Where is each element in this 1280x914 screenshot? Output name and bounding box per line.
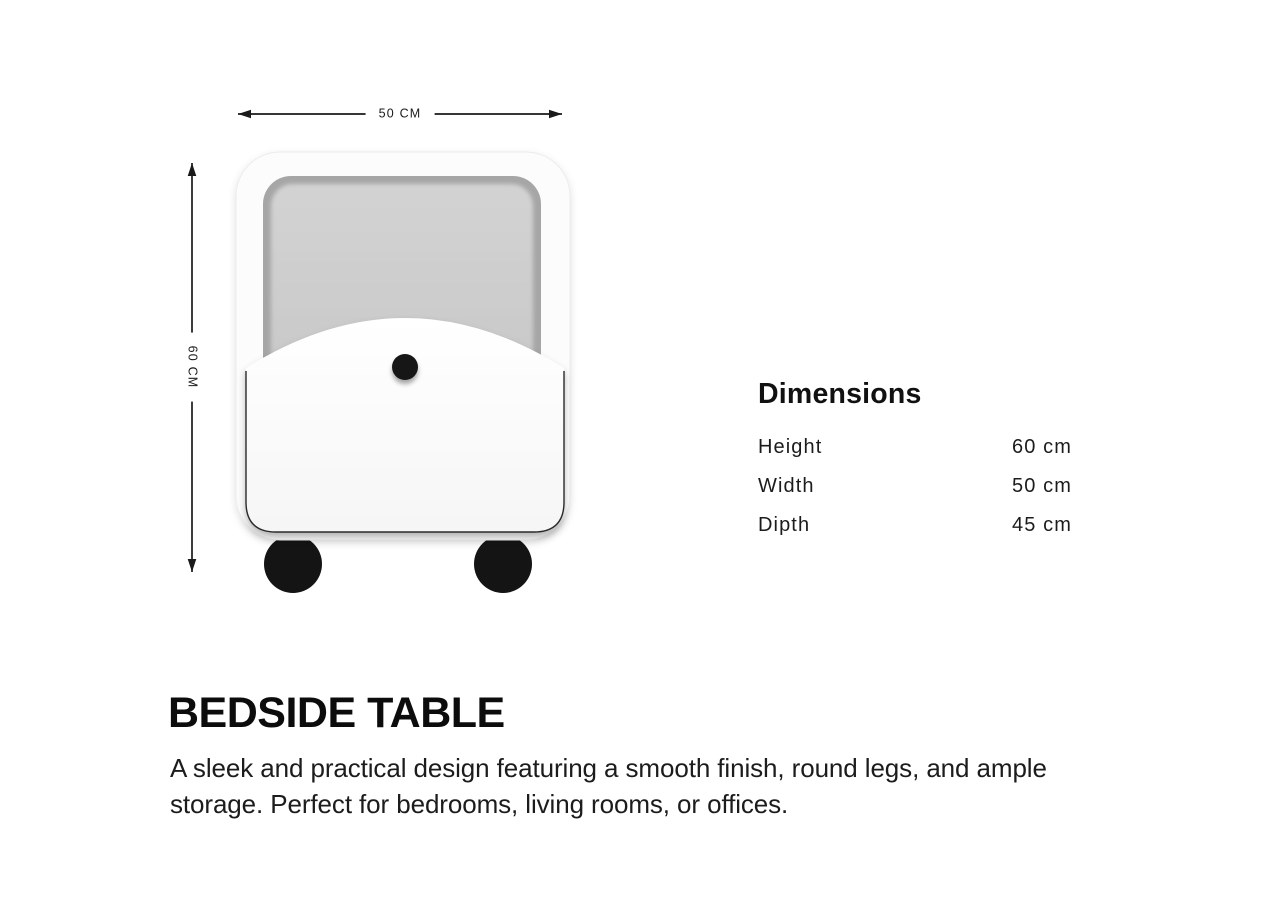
table-foot-left xyxy=(264,535,322,593)
dimension-value: 45 cm xyxy=(1012,514,1072,537)
dimension-row-width xyxy=(758,475,1098,498)
dimension-label: Width xyxy=(758,475,815,498)
table-foot-right xyxy=(474,535,532,593)
dimension-label: Dipth xyxy=(758,514,811,537)
dimension-label: Height xyxy=(758,436,823,459)
product-info xyxy=(168,689,1143,822)
dimension-row-depth xyxy=(758,514,1098,537)
drawer-front xyxy=(246,318,564,532)
dimensions-panel xyxy=(758,377,1098,553)
height-dimension-label: 60 CM xyxy=(183,333,202,402)
dimensions-title: Dimensions xyxy=(758,378,922,410)
product-title: BEDSIDE TABLE xyxy=(168,689,505,737)
dimension-value: 50 cm xyxy=(1012,475,1072,498)
dimension-value: 60 cm xyxy=(1012,436,1072,459)
dimension-row-height xyxy=(758,436,1098,459)
product-description: A sleek and practical design featuring a smooth finish, round legs, and ample storage. Perfect for bedrooms, living rooms, or offices. xyxy=(170,753,1047,820)
drawer-knob xyxy=(392,354,418,380)
width-dimension-label: 50 CM xyxy=(366,105,435,124)
